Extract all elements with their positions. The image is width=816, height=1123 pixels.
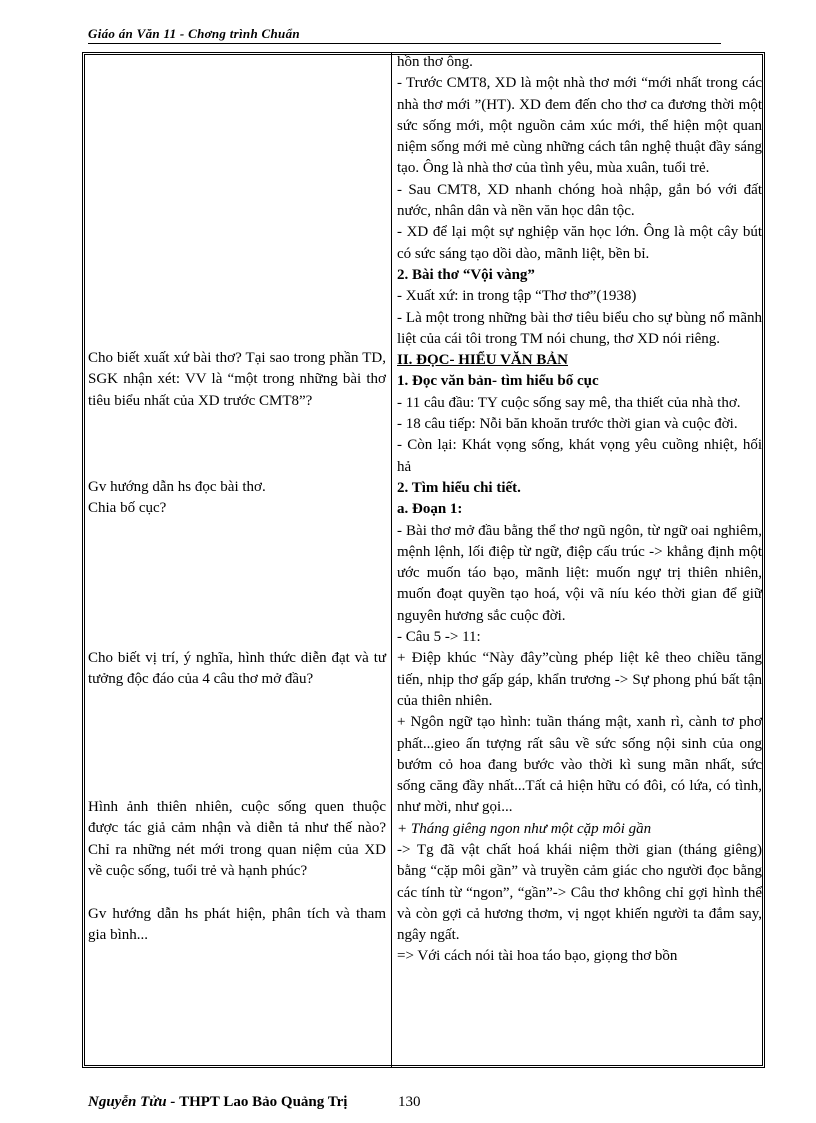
question-origin: Cho biết xuất xứ bài thơ? Tại sao trong phần TD, SGK nhận xét: VV là “một trong những bài thơ tiêu biểu nhất của XD trước CMT8”? xyxy=(88,350,386,409)
heading-details: 2. Tìm hiểu chi tiết. xyxy=(397,479,521,496)
text-p8: - 18 câu tiếp: Nỗi băn khoăn trước thời gian và cuộc đời. xyxy=(397,416,738,433)
page-number: 130 xyxy=(398,1094,421,1110)
author-name: Nguyễn Tửu - xyxy=(88,1094,176,1110)
question-nature-images: Hình ảnh thiên nhiên, cuộc sống quen thuộc được tác giả cảm nhận và diễn tả như thế nào? Chỉ ra những nét mới trong quan niệm của XD về cuộc sống, tuổi trẻ và hạnh phúc? xyxy=(88,799,386,879)
lesson-content xyxy=(397,52,762,968)
text-p16: => Với cách nói tài hoa táo bạo, giọng thơ bồn xyxy=(397,948,678,965)
text-p2: - Trước CMT8, XD là một nhà thơ mới “mới nhất trong các nhà thơ mới ”(HT). XD đem đến cho thơ ca đương thời một sức sống mới, một nguồn cảm xúc mới, thể hiện một quan niệm sống mới mẻ cùng những cách tân nghệ thuật đầy sáng tạo. Ông là nhà thơ của tình yêu, mùa xuân, tuổi trẻ. xyxy=(397,75,762,177)
text-p3: - Sau CMT8, XD nhanh chóng hoà nhập, gắn bó với đất nước, nhân dân và nền văn học dân tộc. xyxy=(397,181,762,220)
guide-reading: Gv hướng dẫn hs đọc bài thơ. xyxy=(88,479,266,495)
heading-part-a: a. Đoạn 1: xyxy=(397,501,463,518)
text-p15: -> Tg đã vật chất hoá khái niệm thời gian (tháng giêng) bằng “cặp môi gần” và truyền cảm giác cho người đọc bằng các tính từ “ngon”, “gần”-> Câu thơ không chỉ gợi hình thể và còn gợi cả hương thơm, vị ngọt khiến người ta đắm say, ngây ngất. xyxy=(397,841,762,944)
guide-analysis: Gv hướng dẫn hs phát hiện, phân tích và tham gia bình... xyxy=(88,906,386,944)
text-p11: - Câu 5 -> 11: xyxy=(397,629,481,646)
text-p13: + Ngôn ngữ tạo hình: tuần tháng mật, xanh rì, cành tơ phơ phất...gieo ấn tượng rất sâu về sức sống nội sinh của ong bướm cỏ hoa đang bước vào thời kì sung mãn nhất, sức sống căng đầy nhất...Tất cả hiện hữu có đôi, có lứa, có tình, như mời, như gọi... xyxy=(397,714,762,816)
text-p4: - XD để lại một sự nghiệp văn học lớn. Ông là một cây bút có sức sáng tạo dồi dào, mãnh liệt, bền bỉ. xyxy=(397,224,762,262)
quoted-verse: + Tháng giêng ngon như một cặp môi gần xyxy=(397,820,652,837)
school-name: THPT Lao Bảo Quảng Trị xyxy=(179,1094,348,1110)
question-opening-lines: Cho biết vị trí, ý nghĩa, hình thức diễn đạt và tư tưởng độc đáo của 4 câu thơ mở đầu? xyxy=(88,650,386,688)
text-p7: - 11 câu đầu: TY cuộc sống say mê, tha thiết của nhà thơ. xyxy=(397,394,741,411)
footer-author xyxy=(88,1094,347,1111)
text-p5: - Xuất xứ: in trong tập “Thơ thơ”(1938) xyxy=(397,288,637,305)
document-header: Giáo án Văn 11 - Chơng trình Chuẩn xyxy=(88,26,300,41)
text-p12: + Điệp khúc “Này đây”cùng phép liệt kê theo chiều tăng tiến, nhịp thơ gấp gáp, khẩn trương -> Sự phong phú bất tận của thiên nhiên. xyxy=(397,650,762,709)
heading-reading: 1. Đọc văn bản- tìm hiểu bố cục xyxy=(397,373,599,390)
text-p10: - Bài thơ mở đầu bằng thể thơ ngũ ngôn, từ ngữ oai nghiêm, mệnh lệnh, lối điệp từ ngữ, điệp cấu trúc -> khẳng định một ước muốn táo bạo, mãnh liệt: muốn ngự trị thiên nhiên, muốn đoạt quyền tạo hoá, vội vã níu kéo thời gian để giữ nguyên hương sắc cuộc đời. xyxy=(397,522,762,624)
question-structure: Chia bố cục? xyxy=(88,500,167,516)
text-p9: - Còn lại: Khát vọng sống, khát vọng yêu cuồng nhiệt, hối hả xyxy=(397,437,762,475)
column-divider xyxy=(391,52,392,1068)
header-rule xyxy=(88,43,721,44)
text-p6: - Là một trong những bài thơ tiêu biểu cho sự bùng nổ mãnh liệt của cái tôi trong TM nói chung, thơ XD nói riêng. xyxy=(397,309,762,347)
heading-section-2: II. ĐỌC- HIỂU VĂN BẢN xyxy=(397,352,568,369)
text-p1: hồn thơ ông. xyxy=(397,54,473,70)
heading-poem: 2. Bài thơ “Vội vàng” xyxy=(397,266,535,283)
